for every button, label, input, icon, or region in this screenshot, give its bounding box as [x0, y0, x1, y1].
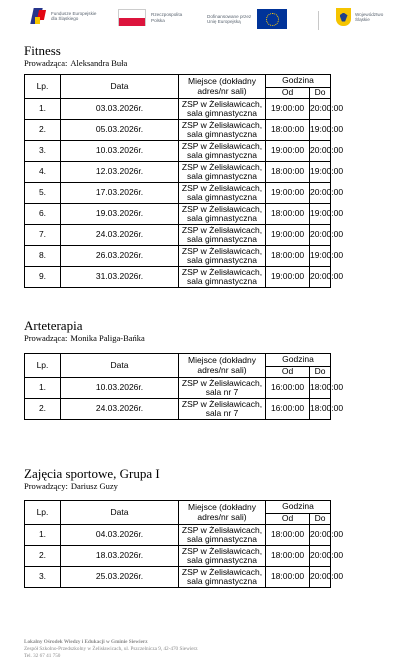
header-place-line1: Miejsce (dokładny	[187, 355, 257, 365]
row-to: 19:00:00	[310, 204, 331, 225]
host-name: Aleksandra Buła	[70, 58, 128, 68]
host-name: Monika Paliga-Bańka	[70, 333, 145, 343]
fitness-section-heading	[24, 43, 127, 68]
row-from: 18:00:00	[266, 246, 310, 267]
header-from: Od	[266, 367, 310, 378]
row-place-line2: sala gimnastyczna	[187, 534, 257, 544]
row-from: 18:00:00	[266, 546, 310, 567]
fundusze-europejskie-logo	[32, 8, 96, 24]
ue-logo-line1: Dofinansowane przez	[207, 13, 252, 19]
rp-logo-line1: Rzeczpospolita	[151, 12, 183, 18]
section-title: Fitness	[24, 43, 61, 58]
row-to: 20:00:00	[310, 546, 331, 567]
row-lp: 7.	[25, 225, 61, 246]
row-place-line2: sala gimnastyczna	[187, 213, 257, 223]
row-from: 18:00:00	[266, 204, 310, 225]
row-date: 05.03.2026r.	[61, 120, 179, 141]
footer-org-name: Lokalny Ośrodek Wiedzy i Edukacji w Gminie Siewierz	[24, 639, 148, 645]
table-row	[25, 120, 331, 141]
row-place-line2: sala nr 7	[205, 387, 239, 397]
eu-funding-logo	[207, 9, 287, 29]
row-lp: 2.	[25, 120, 61, 141]
row-place-line1: ZSP w Żelisławicach,	[181, 377, 263, 388]
wojewodztwo-slaskie-logo	[336, 8, 383, 26]
row-to: 19:00:00	[310, 120, 331, 141]
header-to: Do	[310, 88, 331, 99]
header-to: Do	[310, 367, 331, 378]
row-place-line2: sala gimnastyczna	[187, 150, 257, 160]
table-row	[25, 399, 331, 420]
row-place-line1: ZSP w Żelisławicach,	[181, 266, 263, 277]
row-lp: 3.	[25, 141, 61, 162]
row-from: 18:00:00	[266, 162, 310, 183]
row-to: 18:00:00	[310, 378, 331, 399]
table-row	[25, 204, 331, 225]
logo-divider	[318, 11, 319, 30]
sl-logo-line2: Śląskie	[355, 17, 370, 22]
row-from: 18:00:00	[266, 525, 310, 546]
row-place	[179, 546, 266, 567]
row-date: 26.03.2026r.	[61, 246, 179, 267]
row-date: 19.03.2026r.	[61, 204, 179, 225]
row-lp: 8.	[25, 246, 61, 267]
footer	[24, 639, 198, 660]
section-host	[24, 333, 145, 343]
row-place-line1: ZSP w Żelisławicach,	[181, 524, 263, 535]
polish-flag-icon	[118, 9, 146, 26]
row-from: 18:00:00	[266, 120, 310, 141]
row-place-line2: sala gimnastyczna	[187, 108, 257, 118]
host-label: Prowadząca:	[24, 58, 68, 68]
header-lp: Lp.	[25, 501, 61, 525]
fe-logo-line2: dla Śląskiego	[51, 16, 79, 21]
row-to: 18:00:00	[310, 399, 331, 420]
row-place	[179, 204, 266, 225]
row-to: 20:00:00	[310, 525, 331, 546]
row-place	[179, 378, 266, 399]
header-lp: Lp.	[25, 354, 61, 378]
table-row	[25, 99, 331, 120]
table-row	[25, 162, 331, 183]
row-date: 25.03.2026r.	[61, 567, 179, 588]
row-place	[179, 567, 266, 588]
header-date: Data	[61, 75, 179, 99]
header-place-line1: Miejsce (dokładny	[187, 76, 257, 86]
row-place-line2: sala gimnastyczna	[187, 129, 257, 139]
header-place-line2: adres/nr sali)	[197, 85, 247, 96]
row-place-line2: sala gimnastyczna	[187, 255, 257, 265]
table-row	[25, 267, 331, 288]
row-place	[179, 141, 266, 162]
eu-flag-icon	[257, 9, 287, 29]
header-hour: Godzina	[266, 75, 331, 88]
row-lp: 2.	[25, 399, 61, 420]
row-lp: 2.	[25, 546, 61, 567]
logo-strip	[0, 0, 417, 40]
table-row	[25, 378, 331, 399]
row-lp: 4.	[25, 162, 61, 183]
header-from: Od	[266, 88, 310, 99]
row-lp: 3.	[25, 567, 61, 588]
row-from: 19:00:00	[266, 183, 310, 204]
header-place	[179, 354, 266, 378]
row-place-line2: sala gimnastyczna	[187, 234, 257, 244]
row-place-line1: ZSP w Żelisławicach,	[181, 98, 263, 109]
header-place	[179, 75, 266, 99]
row-place	[179, 120, 266, 141]
arteterapia-schedule-table	[24, 353, 344, 420]
rp-logo-line2: Polska	[151, 17, 165, 23]
row-place-line2: sala gimnastyczna	[187, 192, 257, 202]
silesia-eagle-icon	[336, 8, 351, 26]
row-place-line1: ZSP w Żelisławicach,	[181, 545, 263, 556]
row-to: 20:00:00	[310, 99, 331, 120]
row-place	[179, 225, 266, 246]
host-label: Prowadząca:	[24, 333, 68, 343]
row-place-line1: ZSP w Żelisławicach,	[181, 203, 263, 214]
host-label: Prowadzący:	[24, 481, 68, 491]
row-date: 17.03.2026r.	[61, 183, 179, 204]
fe-emblem-icon	[32, 8, 46, 24]
row-date: 24.03.2026r.	[61, 399, 179, 420]
header-hour: Godzina	[266, 354, 331, 367]
row-from: 18:00:00	[266, 567, 310, 588]
row-lp: 1.	[25, 378, 61, 399]
row-to: 20:00:00	[310, 183, 331, 204]
row-to: 20:00:00	[310, 225, 331, 246]
row-place	[179, 267, 266, 288]
header-place-line2: adres/nr sali)	[197, 364, 247, 375]
row-place-line1: ZSP w Żelisławicach,	[181, 245, 263, 256]
ue-logo-line2: Unię Europejską	[207, 19, 241, 24]
row-date: 31.03.2026r.	[61, 267, 179, 288]
table-row	[25, 567, 331, 588]
row-place-line1: ZSP w Żelisławicach,	[181, 182, 263, 193]
row-place	[179, 183, 266, 204]
arteterapia-section-heading	[24, 318, 145, 343]
row-place-line1: ZSP w Żelisławicach,	[181, 398, 263, 409]
header-date: Data	[61, 501, 179, 525]
header-place-line1: Miejsce (dokładny	[187, 502, 257, 512]
header-to: Do	[310, 514, 331, 525]
row-from: 19:00:00	[266, 267, 310, 288]
sport-section-heading	[24, 466, 160, 491]
table-row	[25, 141, 331, 162]
row-from: 19:00:00	[266, 141, 310, 162]
row-place-line2: sala gimnastyczna	[187, 171, 257, 181]
header-from: Od	[266, 514, 310, 525]
row-date: 24.03.2026r.	[61, 225, 179, 246]
section-title: Zajęcia sportowe, Grupa I	[24, 466, 160, 481]
header-place-line2: adres/nr sali)	[197, 511, 247, 522]
row-to: 20:00:00	[310, 267, 331, 288]
row-lp: 5.	[25, 183, 61, 204]
row-date: 18.03.2026r.	[61, 546, 179, 567]
host-name: Dariusz Guzy	[70, 481, 118, 491]
row-from: 16:00:00	[266, 378, 310, 399]
row-place	[179, 162, 266, 183]
row-place	[179, 525, 266, 546]
footer-address: Zespół Szkolno-Przedszkolny w Żelisławicach, ul. Pszczelnicza 9, 42-470 Siewierz	[24, 646, 198, 652]
rzeczpospolita-logo	[118, 9, 182, 26]
header-place	[179, 501, 266, 525]
row-place-line2: sala gimnastyczna	[187, 555, 257, 565]
table-row	[25, 183, 331, 204]
section-host	[24, 58, 127, 68]
footer-phone: Tel. 32 67 41 750	[24, 653, 61, 659]
row-place-line2: sala nr 7	[205, 408, 239, 418]
table-row	[25, 525, 331, 546]
row-date: 03.03.2026r.	[61, 99, 179, 120]
row-date: 10.03.2026r.	[61, 378, 179, 399]
fitness-schedule-table	[24, 74, 344, 288]
row-to: 20:00:00	[310, 567, 331, 588]
row-to: 20:00:00	[310, 141, 331, 162]
row-to: 19:00:00	[310, 246, 331, 267]
header-hour: Godzina	[266, 501, 331, 514]
row-date: 12.03.2026r.	[61, 162, 179, 183]
row-from: 19:00:00	[266, 225, 310, 246]
row-place-line1: ZSP w Żelisławicach,	[181, 119, 263, 130]
row-to: 19:00:00	[310, 162, 331, 183]
table-row	[25, 246, 331, 267]
row-place-line2: sala gimnastyczna	[187, 276, 257, 286]
row-lp: 6.	[25, 204, 61, 225]
row-place-line2: sala gimnastyczna	[187, 576, 257, 586]
section-host	[24, 481, 160, 491]
fe-logo-line1: Fundusze Europejskie	[51, 10, 97, 16]
row-place-line1: ZSP w Żelisławicach,	[181, 140, 263, 151]
row-place	[179, 399, 266, 420]
row-place	[179, 99, 266, 120]
header-lp: Lp.	[25, 75, 61, 99]
sl-logo-line1: Województwo	[355, 11, 384, 17]
row-date: 10.03.2026r.	[61, 141, 179, 162]
section-title: Arteterapia	[24, 318, 83, 333]
row-lp: 9.	[25, 267, 61, 288]
row-date: 04.03.2026r.	[61, 525, 179, 546]
row-place-line1: ZSP w Żelisławicach,	[181, 566, 263, 577]
table-row	[25, 546, 331, 567]
row-lp: 1.	[25, 99, 61, 120]
header-date: Data	[61, 354, 179, 378]
table-row	[25, 225, 331, 246]
row-from: 16:00:00	[266, 399, 310, 420]
sport-schedule-table	[24, 500, 344, 588]
row-lp: 1.	[25, 525, 61, 546]
row-place-line1: ZSP w Żelisławicach,	[181, 161, 263, 172]
row-place	[179, 246, 266, 267]
row-place-line1: ZSP w Żelisławicach,	[181, 224, 263, 235]
row-from: 19:00:00	[266, 99, 310, 120]
